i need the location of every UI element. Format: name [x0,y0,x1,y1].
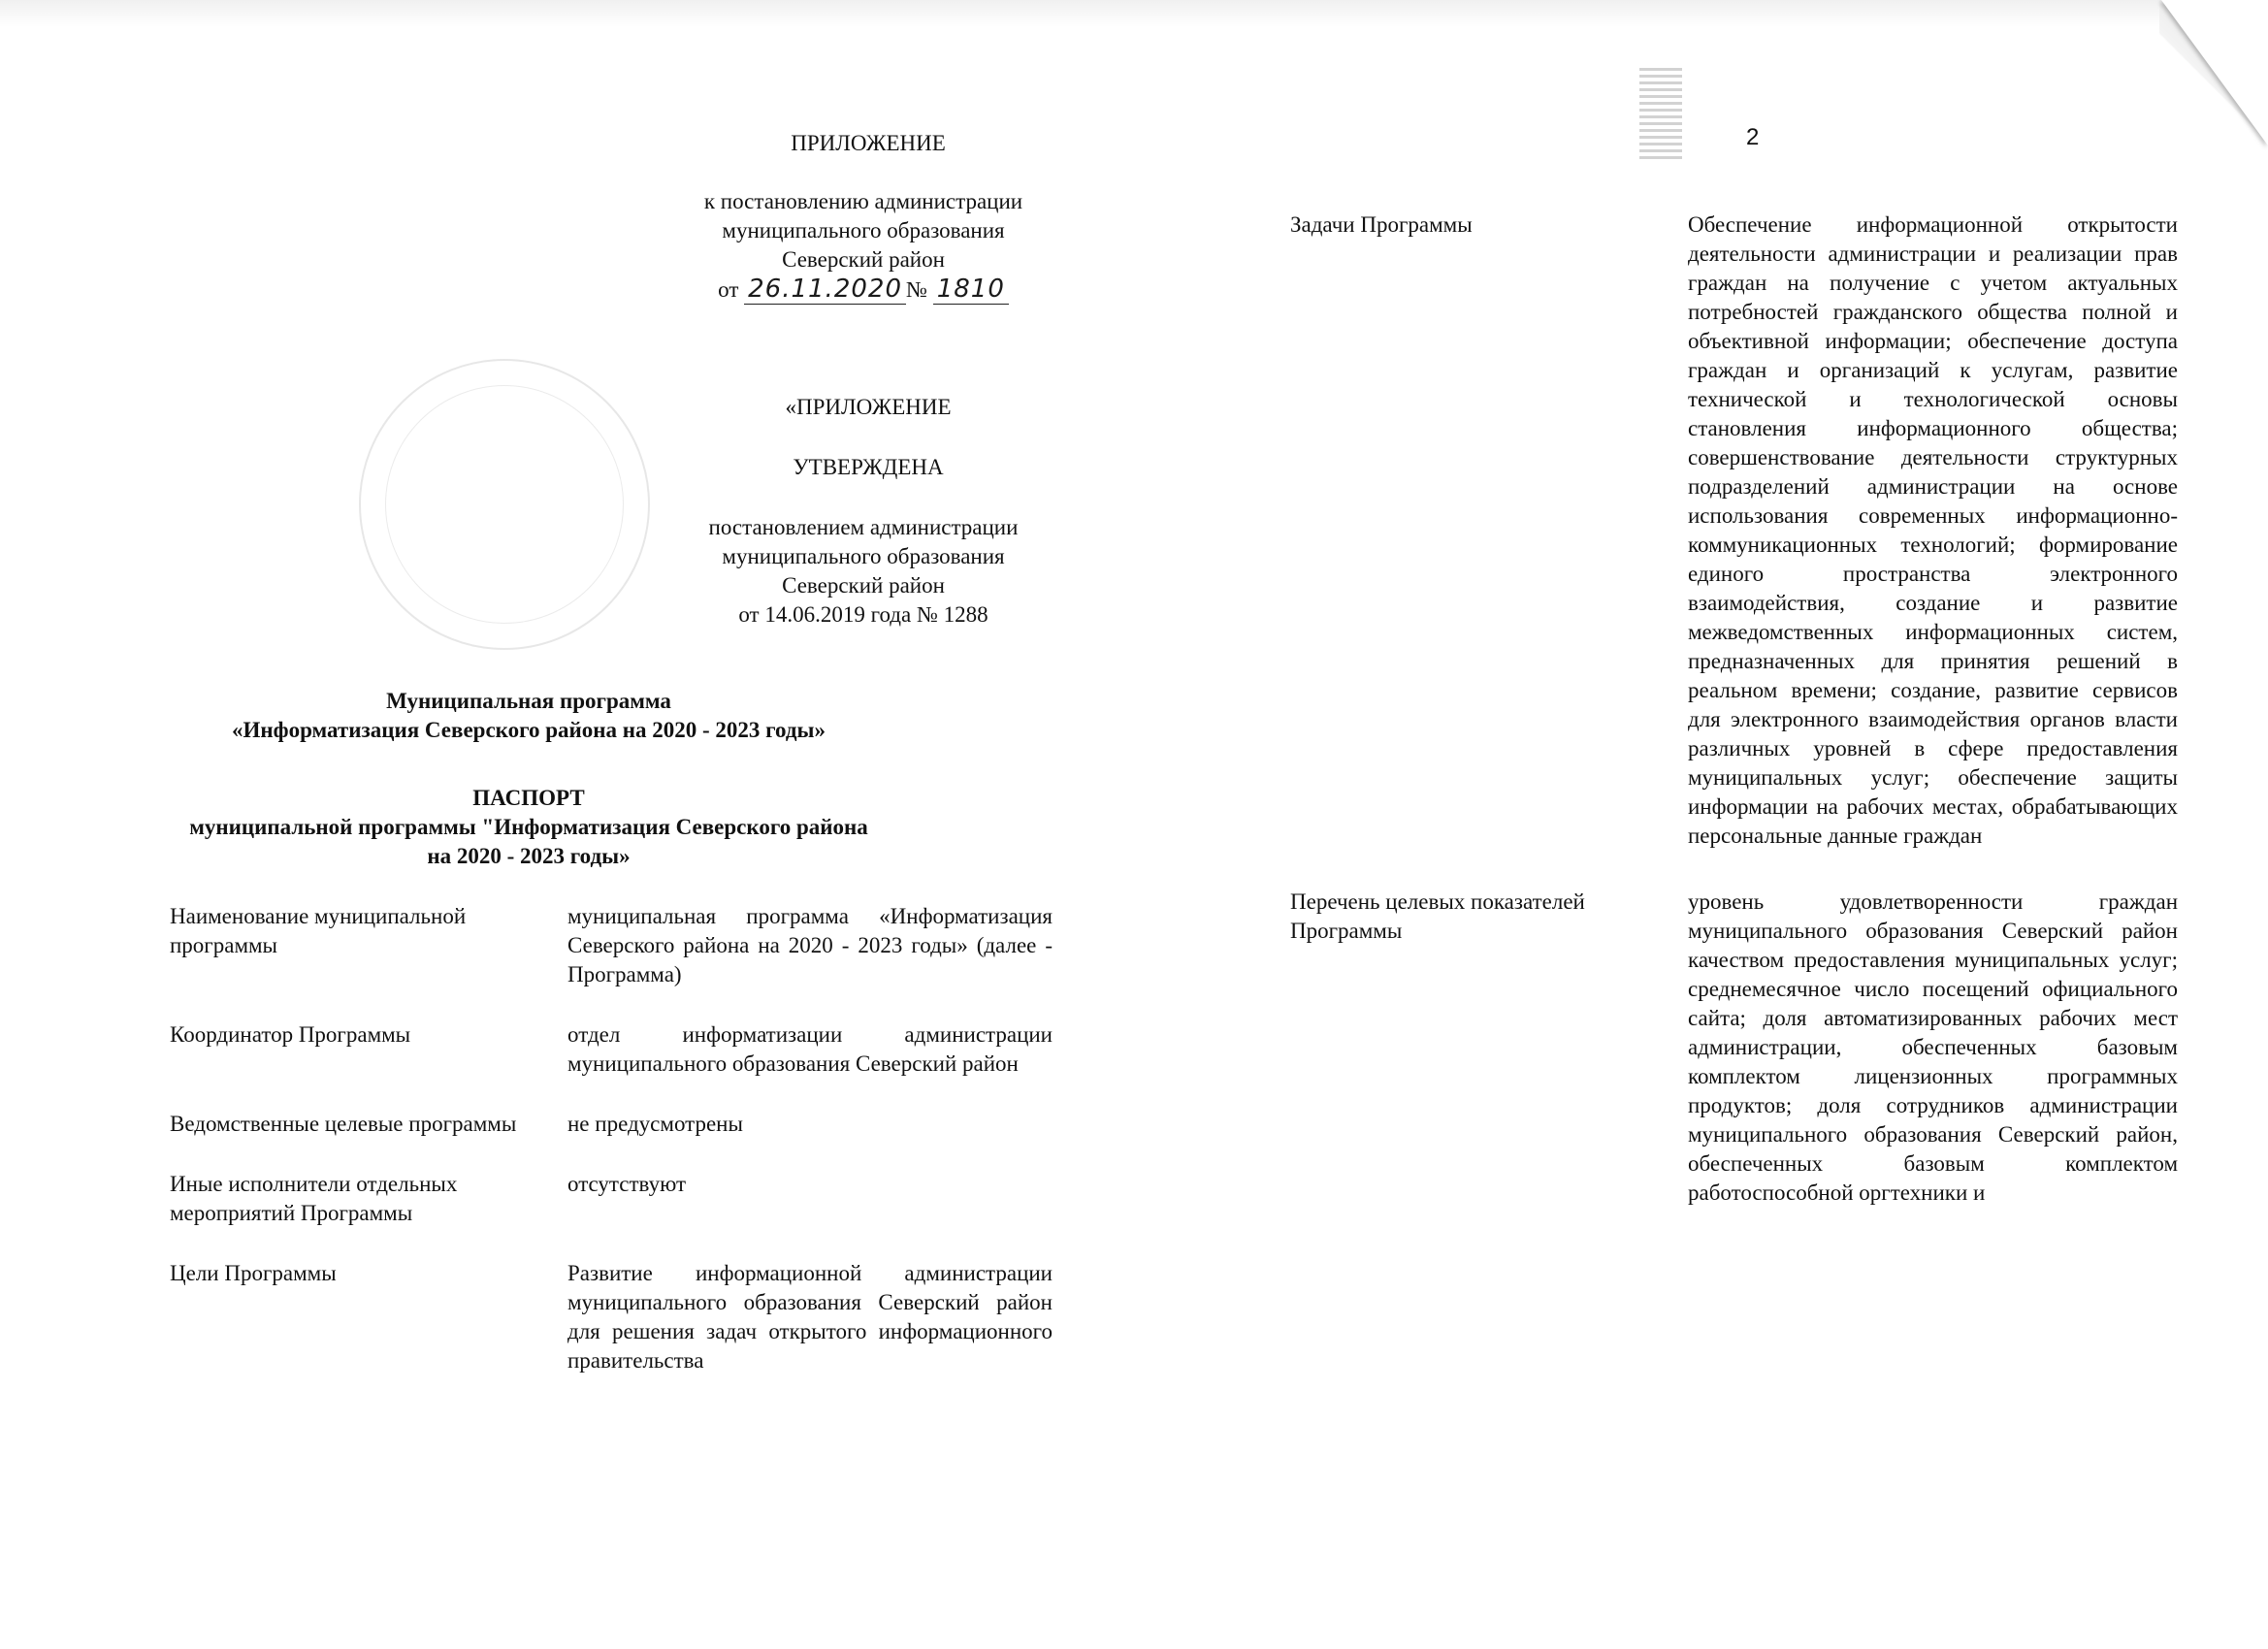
row-label: Наименование муниципальной программы [170,904,467,957]
approved-by-line: постановлением администрации [708,515,1019,539]
program-title-line: «Информатизация Северского района на 2020 - 2023 годы» [232,718,826,742]
passport-title-line: муниципальной программы "Информатизация Северского района [189,815,868,839]
approved-by-line: муниципального образования [722,544,1005,568]
page-number: 2 [1746,124,1760,150]
decree-line: муниципального образования [722,218,1005,242]
row-label: Цели Программы [170,1261,337,1285]
number-sign: № [906,277,927,302]
program-title [165,687,892,745]
appendix-heading: ПРИЛОЖЕНИЕ [791,131,946,155]
approved-heading: УТВЕРЖДЕНА [793,455,944,479]
row-value: отсутствуют [567,1172,687,1196]
decree-line: Северский район [782,247,945,272]
page-fold-corner [2161,0,2268,146]
passport-row [1290,210,2178,851]
row-value: отдел информатизации администрации муниципального образования Северский район [567,1022,1053,1076]
passport-row [170,1020,1053,1079]
row-label: Координатор Программы [170,1022,411,1047]
passport-row [1290,888,2178,1208]
passport-title-line: на 2020 - 2023 годы» [427,844,631,868]
decree-reference [621,187,1106,305]
passport-title-line: ПАСПОРТ [472,786,585,810]
faint-stamp [359,359,650,650]
passport-row [170,1110,1053,1139]
approved-by-line: Северский район [782,573,945,598]
appendix-quote-heading: «ПРИЛОЖЕНИЕ [785,395,952,419]
decree-date-line [718,275,1009,305]
row-value: Обеспечение информационной открытости деятельности администрации и реализации прав граждан на получение с учетом актуальных потребностей гражданского общества полной и объективной информации; обеспечение доступа граждан и организаций к услугам, развитие технической и технологической основы становления информационного общества; совершенствование деятельности структурных подразделений администрации на основе использования современных информационно-коммуникационных технологий; формирование единого пространства электронного взаимодействия, создание и развитие межведомственных информационных систем, предназначенных для принятия решений в реальном времени; создание, развитие сервисов для электронного взаимодействия органов власти различных уровней в сфере предоставления муниципальных услуг; обеспечение защиты информации на рабочих местах, обрабатывающих персональные данные граждан [1688,212,2178,848]
row-value: уровень удовлетворенности граждан муниципального образования Северский район качеством предоставления муниципальных услуг; среднемесячное число посещений официального сайта; доля автоматизированных рабочих мест администрации, обеспеченных базовым комплектом лицензионных программных продуктов; доля сотрудников администрации муниципального образования Северский район, обеспеченных базовым комплектом работоспособной оргтехники и [1688,889,2178,1205]
handwritten-date: 26.11.2020 [744,275,906,305]
passport-row [170,902,1053,989]
barcode-mark [1639,68,1682,163]
passport-table-right [1290,210,2178,1245]
approved-by-line: от 14.06.2019 года № 1288 [738,602,988,627]
passport-title [146,784,912,871]
row-label: Перечень целевых показателей Программы [1290,889,1585,943]
decree-line: к постановлению администрации [703,189,1023,213]
passport-row [170,1170,1053,1228]
row-label: Задачи Программы [1290,212,1473,237]
decree-from-prefix: от [718,277,739,302]
row-value: не предусмотрены [567,1112,743,1136]
approved-by [640,513,1086,630]
row-value: Развитие информационной администрации муниципального образования Северский район для решения задач открытого информационного правительства [567,1261,1053,1373]
row-label: Иные исполнители отдельных мероприятий Программы [170,1172,458,1225]
row-label: Ведомственные целевые программы [170,1112,517,1136]
passport-row [170,1259,1053,1375]
passport-table-left [170,902,1053,1406]
row-value: муниципальная программа «Информатизация Северского района на 2020 - 2023 годы» (далее - Программа) [567,904,1053,986]
handwritten-number: 1810 [933,275,1009,305]
program-title-line: Муниципальная программа [386,689,671,713]
